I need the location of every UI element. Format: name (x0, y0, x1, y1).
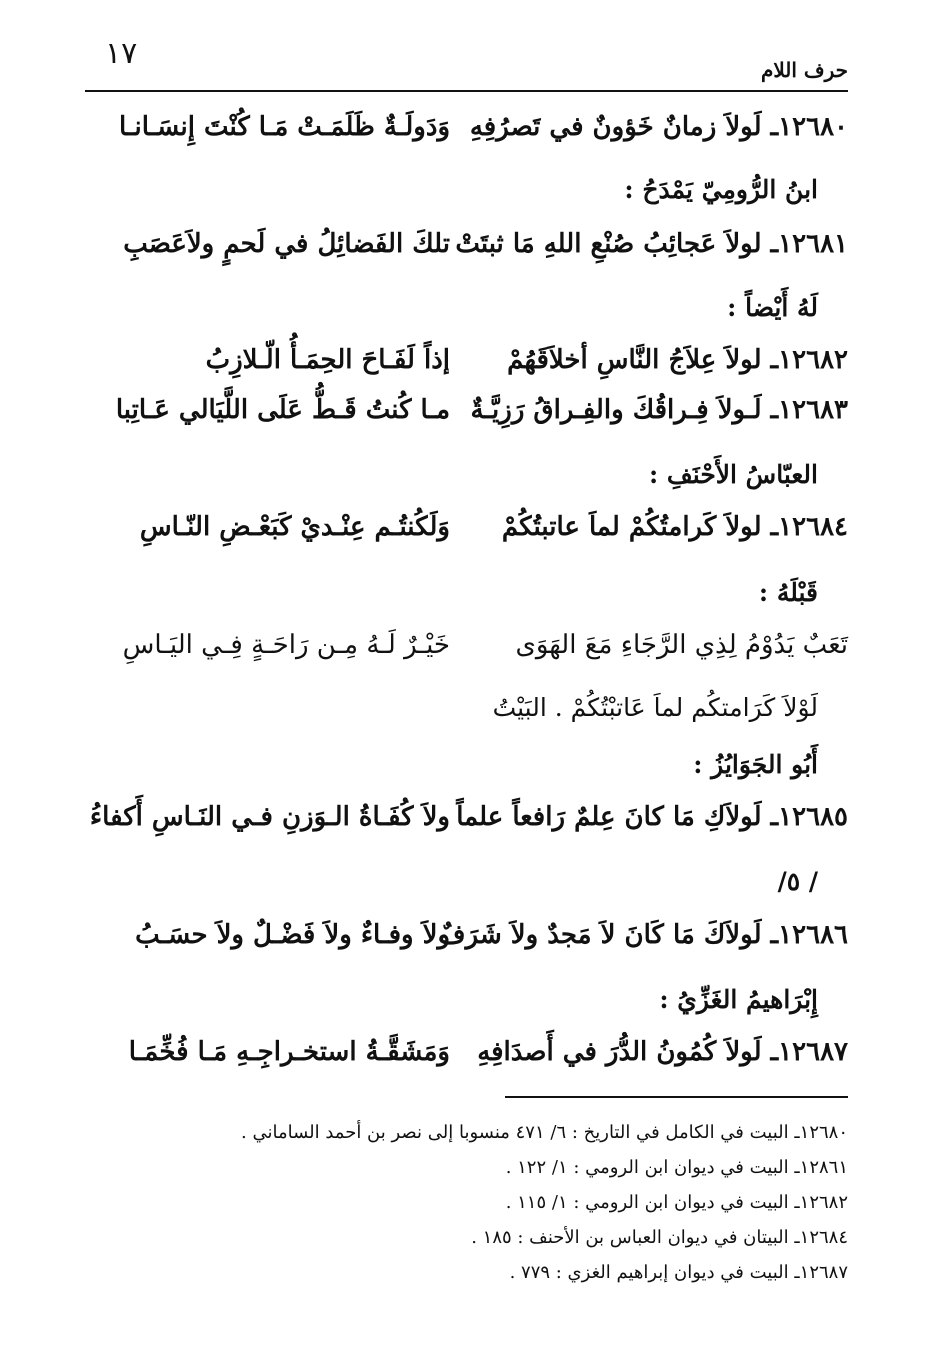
verse-first-hemistich: ١٢٦٨٣ـ لَـولاَ فِـراقُكَ والفِـراقُ رَزِيَّـةٌ (470, 395, 848, 425)
poet-label: إِبْرَاهيمُ الغَزِّيُ : (659, 985, 818, 1014)
chapter-title: حرف اللام (760, 58, 848, 82)
footnote: ١٢٨٦١ـ البيت في ديوان ابن الرومي : ١/ ١٢٢ . (505, 1157, 848, 1178)
quoted-line: لَوْلاَ كَرَامتكُم لماَ عَاتبْتُكُمْ . البَيْتُ (492, 693, 818, 722)
page-header (85, 30, 848, 88)
footnote: ١٢٦٨٠ـ البيت في الكامل في التاريخ : ٦/ ٤٧١ منسوبا إلى نصر بن أحمد الساماني . (241, 1122, 848, 1143)
verse-second-hemistich: وَدَولَـةٌ ظَلَمَـتْ مَـا كُنْتَ إِنسَـانـا (118, 112, 450, 142)
verse-first-hemistich: ١٢٦٨٠ـ لَولاَ زمانٌ خَؤونٌ في تَصرُفِهِ (469, 112, 848, 142)
verse-second-hemistich: مـا كُنتُ قَـطُّ عَلَى اللَّيَالي عَـاتِبا (115, 395, 450, 425)
footnote: ١٢٦٨٢ـ البيت في ديوان ابن الرومي : ١/ ١١٥ . (505, 1192, 848, 1213)
verse-second-hemistich: إذاً لَفَـاحَ الحِمَـأُ الّـلازِبُ (205, 345, 450, 375)
verse-second-hemistich: وَلَكُنتُـم عِنْـديْ كَبَعْـضِ النّـاسِ (139, 512, 450, 542)
verse-first-hemistich: ١٢٦٨١ـ لولاَ عَجائِبُ صُنْعِ اللهِ مَا ثبتَتْ (455, 229, 848, 259)
verse-first-hemistich: ١٢٦٨٤ـ لولاَ كَرامتُكُمْ لماَ عاتبتُكُمْ (501, 512, 848, 542)
verse-row (110, 505, 848, 549)
verse-first-hemistich: ١٢٦٨٢ـ لولاَ عِلاَجُ النَّاسِ أخلاَقَهُمْ (507, 345, 848, 375)
footnote-rule (505, 1096, 848, 1098)
verse-row (89, 795, 848, 839)
verse-second-hemistich: وَمَشَقَّـةُ استخـراجِـهِ مَـا فُخِّمَـا (128, 1037, 450, 1067)
verse-row (110, 623, 848, 667)
verse-row (110, 1030, 848, 1074)
verse-row (110, 388, 848, 432)
verse-second-hemistich: ولاَ وفـاءٌ ولاَ فَضْـلٌ ولاَ حسَـبُ (135, 920, 450, 950)
verse-second-hemistich: تلكَ الفَضائِلُ في لَحمٍ ولاَعَصَبِ (123, 229, 450, 259)
verse-second-hemistich: خَيْـرٌ لَـهُ مِـن رَاحَـةٍ فِـي اليَـاسِ (122, 630, 450, 660)
verse-second-hemistich: ولاَ كُفَـاةُ الـوَزنِ فـي النَـاسِ أَكفاءُ (89, 802, 450, 832)
verse-first-hemistich: ١٢٦٨٦ـ لَولاَكَ مَا كَانَ لاَ مَجدٌ ولاَ شَرَفٌ (438, 920, 848, 950)
header-rule (85, 90, 848, 92)
poet-label: أَبُو الجَوَايُزُ : (693, 750, 818, 779)
verse-first-hemistich: ١٢٦٨٥ـ لَولاَكِ مَا كانَ عِلمٌ رَافعاً علماً (456, 802, 848, 832)
verse-row (110, 338, 848, 382)
poet-label: ابنُ الرُّومِيّ يَمْدَحُ : (624, 175, 818, 204)
poet-label: لَهُ أَيْضاً : (727, 293, 818, 322)
page-number: ١٧ (105, 36, 138, 71)
verse-first-hemistich: ١٢٦٨٧ـ لَولاَ كُمُونُ الدُّرَ في أَصدَافِهِ (477, 1037, 848, 1067)
verse-row (110, 105, 848, 149)
verse-first-hemistich: تَعَبٌ يَدُوْمُ لِذِي الرَّجَاءِ مَعَ الهَوَى (515, 630, 848, 660)
poet-label: قَبْلَهُ : (758, 578, 818, 607)
footnote: ١٢٦٨٧ـ البيت في ديوان إبراهيم الغزي : ٧٧٩ . (509, 1262, 848, 1283)
verse-row (110, 913, 848, 957)
poet-label: العبّاسُ الأَحْنَفِ : (648, 460, 818, 489)
verse-row (110, 222, 848, 266)
folio-marker: / ٥/ (777, 867, 818, 896)
footnote: ١٢٦٨٤ـ البيتان في ديوان العباس بن الأحنف : ١٨٥ . (471, 1227, 848, 1248)
